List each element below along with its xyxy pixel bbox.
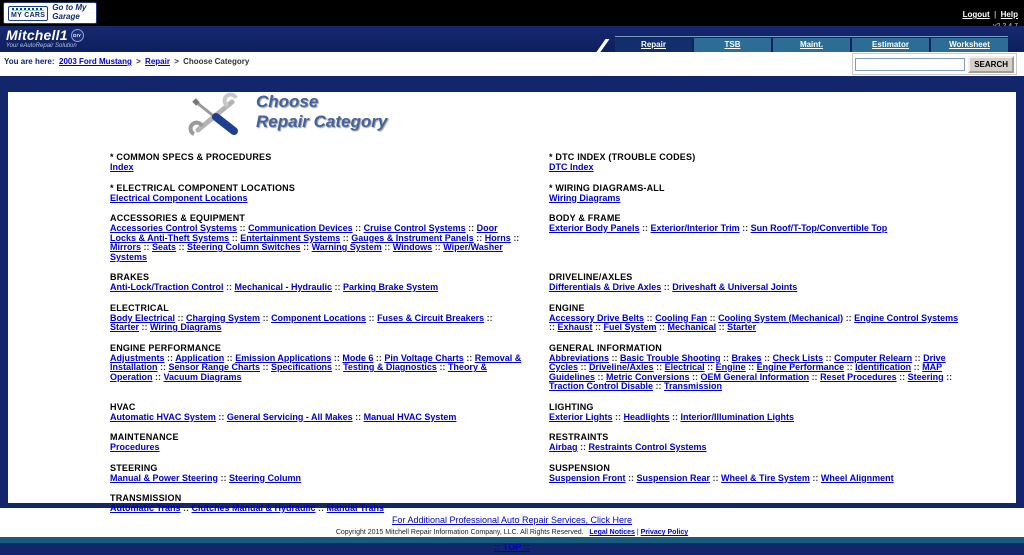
category-title: * ELECTRICAL COMPONENT LOCATIONS <box>110 182 296 193</box>
breadcrumb <box>4 57 249 66</box>
category-title: SUSPENSION <box>549 462 611 473</box>
link-separator: :: <box>352 223 364 233</box>
category-title: * DTC INDEX (TROUBLE CODES) <box>549 152 696 162</box>
category-link[interactable]: Testing & Diagnostics <box>343 362 437 372</box>
category-section <box>110 152 522 173</box>
category-cell <box>549 463 961 494</box>
category-links <box>549 283 961 293</box>
link-separator: :: <box>300 242 312 252</box>
search-button[interactable]: SEARCH <box>968 56 1014 73</box>
footer-link-separator: | <box>636 529 639 536</box>
category-section <box>549 213 961 234</box>
category-link[interactable]: Procedures <box>110 442 160 452</box>
utility-row <box>0 52 1024 76</box>
category-title: STEERING <box>110 462 158 473</box>
link-separator: :: <box>463 352 475 363</box>
link-separator: :: <box>669 411 681 422</box>
link-separator: :: <box>332 362 344 372</box>
category-cell <box>549 272 961 303</box>
link-separator: :: <box>260 312 272 323</box>
content-wrapper <box>0 92 1024 513</box>
category-link[interactable]: Adjustments <box>110 352 165 363</box>
category-title: TRANSMISSION <box>110 493 182 503</box>
category-link[interactable]: Mechanical - Hydraulic <box>234 282 333 292</box>
category-link[interactable]: Seats <box>152 242 177 252</box>
category-link[interactable]: Abbreviations <box>549 352 610 363</box>
category-section <box>110 343 522 383</box>
my-cars-plate-icon <box>8 6 48 21</box>
category-link[interactable]: Steering <box>907 371 944 382</box>
category-link[interactable]: Driveshaft & Universal Joints <box>672 282 798 292</box>
copyright-line <box>0 529 1024 536</box>
category-link[interactable]: Suspension Rear <box>636 472 711 483</box>
diy-badge: DIY <box>71 29 84 42</box>
link-separator: :: <box>331 352 343 363</box>
page-title-line2: Repair Category <box>256 112 388 132</box>
category-cell <box>110 402 522 433</box>
link-separator: :: <box>180 503 192 513</box>
category-link[interactable]: Entertainment Systems <box>240 232 341 243</box>
nav-tabs-region <box>601 36 1008 52</box>
category-link[interactable]: Starter <box>727 322 757 332</box>
category-section <box>549 343 961 392</box>
category-link[interactable]: Charging System <box>186 312 261 323</box>
page-header <box>186 92 1016 138</box>
breadcrumb-separator: > <box>174 57 179 66</box>
category-link[interactable]: Automatic HVAC System <box>110 411 216 422</box>
link-separator: :: <box>844 362 856 372</box>
category-section <box>110 272 522 293</box>
category-link[interactable]: OEM General Information <box>700 371 810 382</box>
link-separator: :: <box>141 242 153 252</box>
category-link[interactable]: Reset Procedures <box>820 371 897 382</box>
category-section <box>549 463 961 484</box>
category-link[interactable]: Engine Performance <box>756 362 845 372</box>
category-cell <box>549 152 961 183</box>
link-separator: :: <box>761 352 773 363</box>
link-separator: :: <box>164 352 176 363</box>
link-separator: :: <box>373 352 385 363</box>
link-separator: :: <box>644 312 656 323</box>
link-separator: :: <box>549 322 558 332</box>
category-links <box>549 314 961 333</box>
mitchell1-logo <box>6 27 84 49</box>
link-separator: :: <box>609 352 621 363</box>
link-separator: :: <box>592 322 604 332</box>
breadcrumb-current: Choose Category <box>183 57 250 66</box>
link-separator: :: <box>745 362 757 372</box>
tab-slash-decoration <box>596 39 609 52</box>
category-links <box>110 283 522 293</box>
category-link[interactable]: Steering Column Switches <box>187 242 301 252</box>
category-link[interactable]: Traction Control Disable <box>549 381 654 391</box>
category-link[interactable]: Engine <box>715 362 746 372</box>
category-link[interactable]: Drive Cycles <box>549 352 946 372</box>
category-section <box>549 183 961 204</box>
category-link[interactable]: Starter <box>110 322 140 332</box>
category-link[interactable]: General Servicing - All Makes <box>226 411 353 422</box>
category-link[interactable]: Emission Applications <box>235 352 332 363</box>
category-link[interactable]: MAP Guidelines <box>549 362 943 382</box>
back-to-top-link[interactable]: :: TOP :: <box>494 542 530 552</box>
link-separator: :: <box>625 472 637 483</box>
link-separator: | <box>994 10 997 19</box>
category-link[interactable]: Steering Column <box>229 472 302 483</box>
category-link[interactable]: Exterior/Interior Trim <box>650 223 740 233</box>
link-separator: :: <box>381 242 393 252</box>
category-section <box>549 303 961 333</box>
category-links <box>549 354 961 392</box>
category-title: ELECTRICAL <box>110 302 169 313</box>
category-title: HVAC <box>110 401 136 412</box>
link-separator: :: <box>436 362 448 372</box>
category-cell <box>549 213 961 272</box>
link-separator: :: <box>653 362 665 372</box>
category-link[interactable]: Vacuum Diagrams <box>163 371 242 382</box>
category-title: ENGINE PERFORMANCE <box>110 342 222 353</box>
category-cell <box>110 183 522 214</box>
category-link[interactable]: Theory & Operation <box>110 362 487 382</box>
category-title: DRIVELINE/AXLES <box>549 272 633 282</box>
category-link[interactable]: Metric Conversions <box>606 371 690 382</box>
link-separator: :: <box>612 411 624 422</box>
category-cell <box>549 303 961 343</box>
category-links <box>110 194 522 204</box>
link-separator: :: <box>707 312 719 323</box>
link-separator: :: <box>595 371 607 382</box>
nav-tabs <box>615 36 1008 52</box>
category-link[interactable]: Mechanical <box>667 322 717 332</box>
category-link[interactable]: Fuel System <box>603 322 657 332</box>
link-separator: :: <box>484 312 493 323</box>
search-input[interactable] <box>855 58 965 71</box>
category-link[interactable]: Airbag <box>549 442 578 452</box>
link-separator: :: <box>366 312 378 323</box>
privacy-policy-link[interactable]: Privacy Policy <box>640 529 689 536</box>
category-cell <box>110 303 522 343</box>
link-separator: :: <box>661 282 673 292</box>
category-link[interactable]: Sun Roof/T-Top/Convertible Top <box>750 223 888 233</box>
copyright-text: Copyright 2015 Mitchell Repair Information Company, LLC. All Rights Reserved. <box>335 529 584 536</box>
category-link[interactable]: Wiring Diagrams <box>549 192 621 203</box>
category-cell <box>549 432 961 463</box>
category-title: GENERAL INFORMATION <box>549 342 662 353</box>
category-title: ENGINE <box>549 302 585 313</box>
link-separator: :: <box>139 322 151 332</box>
category-links <box>110 413 522 423</box>
link-separator: :: <box>912 352 924 363</box>
breadcrumb-prefix: You are here: <box>4 57 55 66</box>
link-separator: :: <box>332 282 344 292</box>
category-section <box>110 432 522 453</box>
category-link[interactable]: Mode 6 <box>342 352 374 363</box>
category-link[interactable]: Manual Trans <box>326 503 385 513</box>
category-link[interactable]: Wiring Diagrams <box>150 322 222 332</box>
category-link[interactable]: Driveline/Axles <box>589 362 654 372</box>
additional-services-link[interactable]: For Additional Professional Auto Repair Services, Click Here <box>391 515 633 525</box>
go-to-my-garage-button[interactable] <box>3 2 97 24</box>
link-separator: :: <box>739 223 751 233</box>
category-link[interactable]: Engine Control Systems <box>854 312 959 323</box>
link-separator: :: <box>911 362 923 372</box>
category-links <box>549 413 961 423</box>
legal-notices-link[interactable]: Legal Notices <box>589 529 635 536</box>
category-title: * COMMON SPECS & PROCEDURES <box>110 152 272 162</box>
category-links <box>110 224 522 262</box>
category-link[interactable]: Mirrors <box>110 242 142 252</box>
category-link[interactable]: Sensor Range Charts <box>168 362 261 372</box>
plate-label: MY CARS <box>11 11 46 19</box>
tab-maint[interactable]: Maint. <box>773 38 850 52</box>
category-links <box>110 314 522 333</box>
category-link[interactable]: Interior/Illumination Lights <box>680 411 795 422</box>
category-link[interactable]: Gauges & Instrument Panels <box>351 232 474 243</box>
category-link[interactable]: Removal & Installation <box>110 352 522 372</box>
category-title: LIGHTING <box>549 401 594 412</box>
category-link[interactable]: Accessory Drive Belts <box>549 312 645 323</box>
category-links <box>110 474 522 484</box>
divider-band <box>0 76 1024 82</box>
category-link[interactable]: Wheel & Tire System <box>721 472 810 483</box>
category-grid <box>110 152 1016 524</box>
link-separator: :: <box>218 472 230 483</box>
brand-band <box>0 26 1024 52</box>
logo-text: Mitchell1 <box>6 27 68 43</box>
category-link[interactable]: Basic Trouble Shooting <box>620 352 721 363</box>
category-links <box>110 163 522 173</box>
category-link[interactable]: Computer Relearn <box>834 352 913 363</box>
category-title: BRAKES <box>110 272 150 282</box>
category-link[interactable]: Exterior Lights <box>549 411 613 422</box>
help-link[interactable]: Help <box>1000 10 1018 19</box>
category-section <box>110 183 522 204</box>
category-link[interactable]: Brakes <box>731 352 762 363</box>
category-links <box>549 474 961 484</box>
category-link[interactable]: Fuses & Circuit Breakers <box>377 312 485 323</box>
link-separator: :: <box>809 371 821 382</box>
link-separator: :: <box>823 352 835 363</box>
category-link[interactable]: Headlights <box>623 411 670 422</box>
category-link[interactable]: Anti-Lock/Traction Control <box>110 282 224 292</box>
category-link[interactable]: Transmission <box>664 381 723 391</box>
category-link[interactable]: Wiper/Washer Systems <box>110 242 503 262</box>
garage-button-label: Go to My Garage <box>52 3 87 21</box>
link-separator: :: <box>720 352 732 363</box>
link-separator: :: <box>710 472 722 483</box>
search-box <box>852 53 1017 75</box>
link-separator: :: <box>175 312 187 323</box>
category-link[interactable]: Accessories Control Systems <box>110 223 238 233</box>
link-separator: :: <box>352 411 364 422</box>
category-link[interactable]: Check Lists <box>772 352 824 363</box>
link-separator: :: <box>237 223 249 233</box>
category-link[interactable]: Windows <box>392 242 433 252</box>
category-link[interactable]: Electrical Component Locations <box>110 192 248 203</box>
link-separator: :: <box>340 232 352 243</box>
link-separator: :: <box>689 371 701 382</box>
link-separator: :: <box>176 242 188 252</box>
link-separator: :: <box>152 371 164 382</box>
category-link[interactable]: Cooling System (Mechanical) <box>718 312 844 323</box>
tab-repair[interactable]: Repair <box>615 38 692 52</box>
category-link[interactable]: Pin Voltage Charts <box>384 352 464 363</box>
page-title-line1: Choose <box>256 92 319 111</box>
category-link[interactable]: Door Locks & Anti-Theft Systems <box>110 223 498 243</box>
category-link[interactable]: Exhaust <box>557 322 593 332</box>
tab-estimator[interactable]: Estimator <box>852 38 929 52</box>
breadcrumb-vehicle-link[interactable]: 2003 Ford Mustang <box>59 57 132 66</box>
category-section <box>549 432 961 453</box>
link-separator: :: <box>656 322 668 332</box>
link-separator: :: <box>315 503 327 513</box>
link-separator: :: <box>577 442 589 452</box>
main-content <box>8 92 1016 513</box>
tab-worksheet[interactable]: Worksheet <box>931 38 1008 52</box>
link-separator: :: <box>224 352 236 363</box>
category-link[interactable]: Cooling Fan <box>655 312 708 323</box>
category-cell <box>110 432 522 463</box>
crossed-tools-icon <box>186 92 244 138</box>
category-links <box>110 354 522 383</box>
category-link[interactable]: Cruise Control Systems <box>363 223 466 233</box>
category-link[interactable]: DTC Index <box>549 162 594 172</box>
category-section <box>549 152 961 173</box>
category-link[interactable]: Identification <box>855 362 912 372</box>
link-separator: :: <box>157 362 169 372</box>
top-bar <box>0 0 1024 26</box>
category-link[interactable]: Specifications <box>271 362 333 372</box>
category-link[interactable]: Manual & Power Steering <box>110 472 219 483</box>
link-separator: :: <box>943 371 953 382</box>
logout-link[interactable]: Logout <box>962 10 990 19</box>
link-separator: :: <box>473 232 485 243</box>
category-title: ACCESSORIES & EQUIPMENT <box>110 213 246 223</box>
link-separator: :: <box>510 232 520 243</box>
category-link[interactable]: Differentials & Drive Axles <box>549 282 662 292</box>
category-section <box>549 402 961 423</box>
category-title: * WIRING DIAGRAMS-ALL <box>549 182 665 193</box>
link-separator: :: <box>843 312 855 323</box>
category-link[interactable]: Body Electrical <box>110 312 176 323</box>
category-link[interactable]: Suspension Front <box>549 472 626 483</box>
breadcrumb-separator: > <box>136 57 141 66</box>
category-section <box>549 272 961 293</box>
category-link[interactable]: Application <box>175 352 225 363</box>
category-link[interactable]: Clutches Manual & Hydraulic <box>191 503 316 513</box>
category-link[interactable]: Parking Brake System <box>343 282 439 292</box>
category-links <box>549 224 961 234</box>
category-link[interactable]: Exterior Body Panels <box>549 223 640 233</box>
category-links <box>110 443 522 453</box>
category-link[interactable]: Horns <box>484 232 511 243</box>
page-title <box>256 92 387 133</box>
link-separator: :: <box>432 242 444 252</box>
link-separator: :: <box>578 362 590 372</box>
link-separator: :: <box>896 371 908 382</box>
category-section <box>110 213 522 262</box>
category-title: MAINTENANCE <box>110 432 179 442</box>
category-section <box>110 303 522 333</box>
link-separator: :: <box>716 322 728 332</box>
category-cell <box>110 463 522 494</box>
category-link[interactable]: Automatic Trans <box>110 503 181 513</box>
link-separator: :: <box>639 223 651 233</box>
category-link[interactable]: Component Locations <box>271 312 367 323</box>
category-link[interactable]: Communication Devices <box>248 223 353 233</box>
category-link[interactable]: Electrical <box>664 362 705 372</box>
link-separator: :: <box>809 472 821 483</box>
breadcrumb-repair-link[interactable]: Repair <box>145 57 170 66</box>
category-links <box>549 194 961 204</box>
category-cell <box>549 343 961 402</box>
category-section <box>110 463 522 484</box>
category-link[interactable]: Warning System <box>311 242 382 252</box>
category-cell <box>110 343 522 402</box>
category-link[interactable]: Index <box>110 162 134 172</box>
link-separator: :: <box>653 381 665 391</box>
category-cell <box>549 183 961 214</box>
category-link[interactable]: Restraints Control Systems <box>588 442 707 452</box>
logo-tagline: Your eAutoRepair Solution <box>6 43 77 49</box>
link-separator: :: <box>223 282 235 292</box>
link-separator: :: <box>704 362 716 372</box>
category-link[interactable]: Manual HVAC System <box>363 411 457 422</box>
category-section <box>110 402 522 423</box>
link-separator: :: <box>215 411 227 422</box>
category-title: RESTRAINTS <box>549 432 609 442</box>
category-title: BODY & FRAME <box>549 213 621 223</box>
category-cell <box>110 272 522 303</box>
link-separator: :: <box>260 362 272 372</box>
tab-tsb[interactable]: TSB <box>694 38 771 52</box>
category-cell <box>110 213 522 272</box>
category-link[interactable]: Wheel Alignment <box>820 472 894 483</box>
category-links <box>549 163 961 173</box>
category-cell <box>110 152 522 183</box>
link-separator: :: <box>465 223 477 233</box>
category-links <box>549 443 961 453</box>
category-cell <box>549 402 961 433</box>
link-separator: :: <box>229 232 241 243</box>
